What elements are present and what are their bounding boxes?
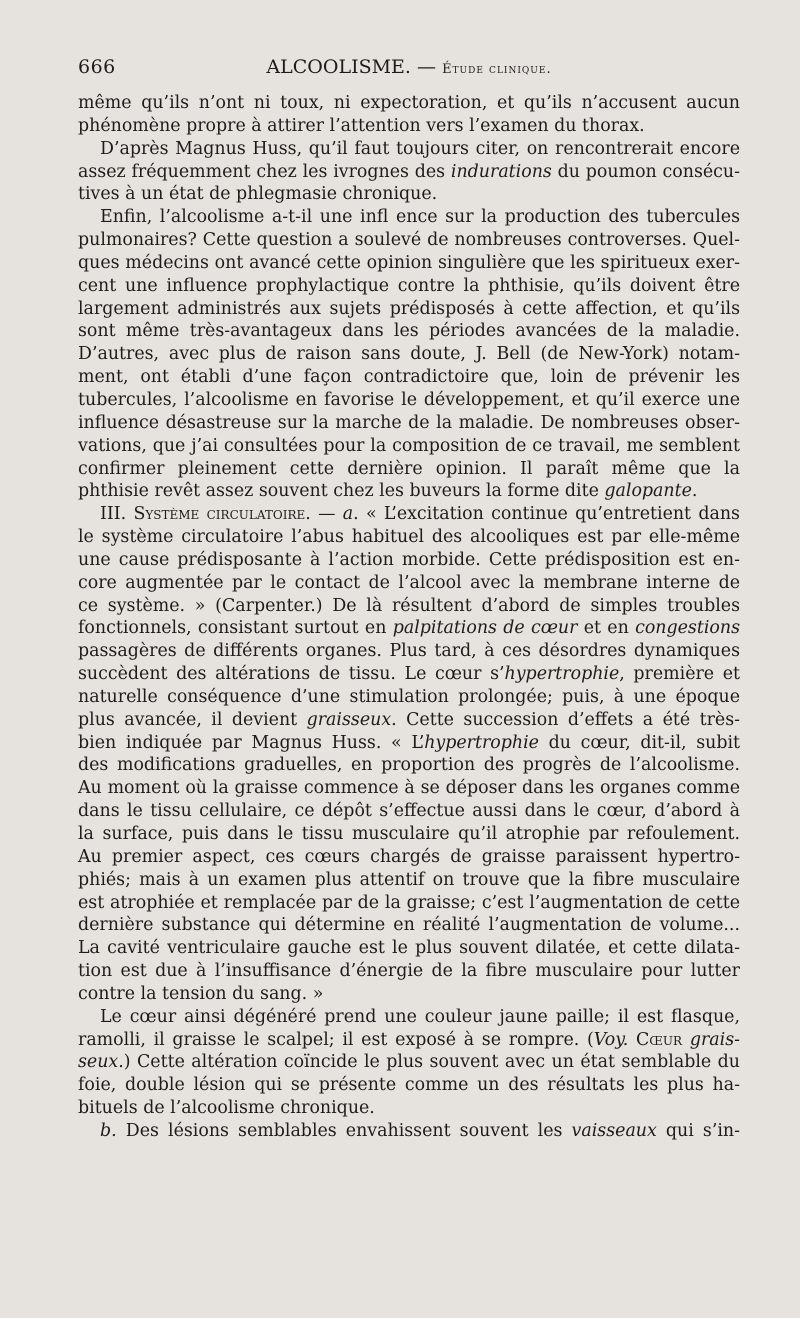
emphasis-voy: Voy.	[593, 1029, 629, 1050]
text-line: Le cœur ainsi dégénéré prend une couleur jaune paille; il est flasque,	[100, 1006, 740, 1027]
text-line: largement administrés aux sujets prédisposés à cette affection, et qu’ils	[78, 298, 740, 319]
text-line: dans le tissu cellulaire, ce dépôt s’effectue aussi dans le cœur, d’abord à	[78, 801, 740, 822]
text-line: fonctionnels, consistant surtout en palpitations de cœur et en congestions	[78, 618, 740, 639]
text-line: dernière substance qui détermine en réalité l’augmentation de volume...	[78, 915, 740, 936]
text-line: une cause prédisposante à l’action morbide. Cette prédisposition est en-	[78, 549, 740, 570]
text-line: Au moment où la graisse commence à se déposer dans les organes comme	[78, 778, 740, 799]
text-line: Enfin, l’alcoolisme a-t-il une infl ence sur la production des tubercules	[100, 207, 740, 228]
text-line: plus avancée, il devient graisseux. Cette succession d’effets a été très-	[78, 709, 740, 730]
text-line: bituels de l’alcoolisme chronique.	[78, 1098, 375, 1119]
section-heading: Système circulatoire	[133, 504, 306, 525]
text-line: ramolli, il graisse le scalpel; il est exposé à se rompre. (Voy. Cœur grais-	[78, 1029, 740, 1050]
text-line: pulmonaires? Cette question a soulevé de nombreuses controverses. Quel-	[78, 230, 740, 251]
crossref-coeur: Cœur	[635, 1029, 683, 1050]
page-number: 666	[78, 56, 116, 78]
emphasis-indurations: indurations	[450, 161, 552, 182]
running-header	[78, 56, 740, 84]
running-title	[78, 56, 740, 78]
text-line: Au premier aspect, ces cœurs chargés de graisse paraissent hypertro-	[78, 846, 740, 867]
text-line: core augmentée par le contact de l’alcool avec la membrane interne de	[78, 572, 740, 593]
emphasis-seux: seux.	[78, 1052, 124, 1073]
text-line: bien indiquée par Magnus Huss. « L’hypertrophie du cœur, dit-il, subit	[78, 732, 741, 753]
emphasis-grais: grais-	[689, 1029, 740, 1050]
text-line: le système circulatoire l’abus habituel des alcooliques est par elle-même	[78, 527, 740, 548]
text-line: tives à un état de phlegmasie chronique.	[78, 184, 438, 205]
emphasis-palpitations: palpitations de cœur	[392, 618, 578, 639]
text-line: cent une influence prophylactique contre la phthisie, qu’ils doivent être	[78, 275, 740, 296]
text-line: D’autres, avec plus de raison sans doute, J. Bell (de New-York) notam-	[78, 344, 740, 365]
text-line: confirmer pleinement cette dernière opinion. Il paraît même que la	[78, 458, 740, 479]
text-line: seux.) Cette altération coïncide le plus souvent avec un état semblable du	[78, 1052, 740, 1073]
emphasis-hypertrophie-verb: hypertrophie	[504, 664, 620, 685]
text-line: phthisie revêt assez souvent chez les buveurs la forme dite galopante.	[78, 481, 698, 502]
text-line: phiés; mais à un examen plus attentif on trouve que la fibre musculaire	[78, 869, 740, 890]
text-line: vations, que j’ai consultées pour la composition de ce travail, me semblent	[78, 435, 740, 456]
running-title-separator: —	[410, 56, 443, 78]
text-line: tion est due à l’insuffisance d’énergie de la fibre musculaire pour lutter	[78, 961, 740, 982]
emphasis-hypertrophie-noun: hypertrophie	[424, 732, 539, 753]
text-line: ment, ont établi d’une façon contradictoire que, loin de prévenir les	[78, 367, 740, 388]
text-line: même qu’ils n’ont ni toux, ni expectoration, et qu’ils n’accusent aucun	[78, 93, 740, 113]
running-title-main: ALCOOLISME.	[266, 56, 411, 78]
text-line: assez fréquemment chez les ivrognes des indurations du poumon consécu-	[78, 161, 740, 182]
text-line: b. Des lésions semblables envahissent souvent les vaisseaux qui s’in-	[100, 1120, 740, 1141]
emphasis-b: b.	[100, 1120, 117, 1141]
emphasis-congestions: congestions	[635, 618, 740, 639]
emphasis-vaisseaux: vaisseaux	[571, 1120, 657, 1141]
text-line: foie, double lésion qui se présente comme un des résultats les plus ha-	[78, 1075, 740, 1096]
body-text	[78, 92, 740, 1143]
text-line: succèdent des altérations de tissu. Le cœur s’hypertrophie, première et	[78, 664, 740, 685]
text-line: phénomène propre à attirer l’attention vers l’examen du thorax.	[78, 115, 645, 136]
text-line: sont même très-avantageux dans les périodes avancées de la maladie.	[78, 321, 740, 342]
text-line: des modifications graduelles, en proportion des progrès de l’alcoolisme.	[78, 755, 740, 776]
running-title-subtitle: Étude clinique.	[442, 62, 552, 77]
text-line: influence désastreuse sur la marche de la maladie. De nombreuses obser-	[78, 412, 740, 433]
text-line: la surface, puis dans le tissu musculaire qu’il atrophie par refoulement.	[78, 824, 740, 844]
emphasis-galopante: galopante	[604, 481, 692, 502]
emphasis-a: a	[342, 504, 354, 525]
text-line: ques médecins ont avancé cette opinion singulière que les spiritueux exer-	[78, 252, 740, 273]
text-line: naturelle conséquence d’une stimulation prolongée; puis, à une époque	[78, 686, 740, 707]
text-line: III. Système circulatoire. — a. « L’excitation continue qu’entretient dans	[100, 504, 740, 525]
text-line: La cavité ventriculaire gauche est le plus souvent dilatée, et cette dilata-	[78, 938, 740, 959]
text-line: tubercules, l’alcoolisme en favorise le développement, et qu’il exerce une	[78, 389, 740, 410]
text-line: passagères de différents organes. Plus tard, à ces désordres dynamiques	[78, 641, 740, 662]
text-line: contre la tension du sang. »	[78, 983, 324, 1004]
text-line: D’après Magnus Huss, qu’il faut toujours citer, on rencontrerait encore	[100, 138, 740, 159]
emphasis-graisseux: graisseux	[306, 709, 392, 730]
text-line: est atrophiée et remplacée par de la graisse; c’est l’augmentation de cette	[78, 892, 740, 913]
text-line: ce système. » (Carpenter.) De là résultent d’abord de simples troubles	[78, 595, 740, 616]
